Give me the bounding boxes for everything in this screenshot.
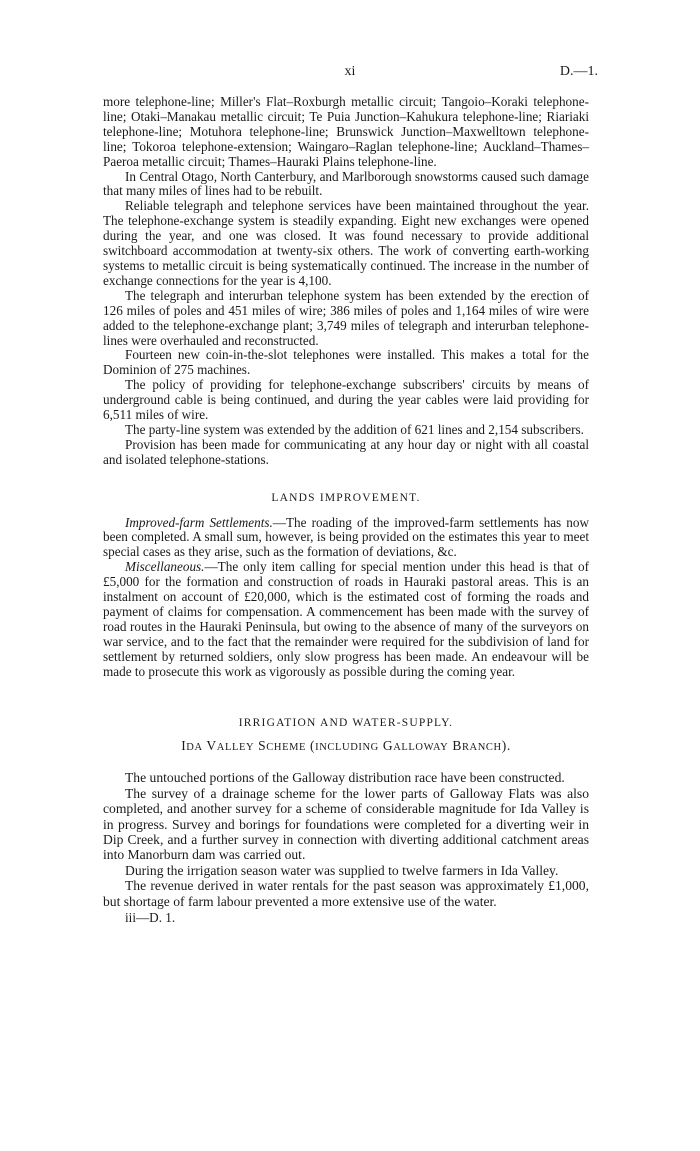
document-reference: D.—1. — [559, 64, 598, 79]
page-number: xi — [344, 64, 356, 79]
page-body — [103, 95, 589, 926]
telegraph-extension-paragraph: The telegraph and interurban telephone system has been extended by the erection of 126 miles of poles and 451 miles of wire; 386 miles of poles and 1,164 miles of wire were added to the telephone-exchange plant; 3,749 miles of telegraph and interurban telephone-lines were overhauled and reconstructed. — [103, 287, 589, 348]
exchange-paragraph: Reliable telegraph and telephone services have been maintained throughout the year. The telephone-exchange system is steadily expanding. Eight new exchanges were opened during the year, and one was closed. It was found necessary to provide additional switchboard accommodation at twenty-six others. The work of converting earth-working systems to metallic circuit is being systematically continued. The increase in the number of exchange connections for the year is 4,100. — [103, 198, 589, 288]
irrigation-season-paragraph: During the irrigation season water was supplied to twelve farmers in Ida Valley. — [125, 862, 559, 878]
miscellaneous-label: Miscellaneous. — [125, 559, 205, 575]
coastal-stations-paragraph: Provision has been made for communicating at any hour day or night with all coastal and isolated telephone-stations. — [103, 436, 589, 467]
improved-farm-label: Improved-farm Settlements. — [125, 514, 273, 530]
coin-slot-paragraph: Fourteen new coin-in-the-slot telephones were installed. This makes a total for the Dominion of 275 machines. — [103, 347, 589, 378]
snowstorm-paragraph: In Central Otago, North Canterbury, and Marlborough snowstorms caused such damage that many miles of lines had to be rebuilt. — [103, 168, 589, 199]
party-line-paragraph: The party-line system was extended by the addition of 621 lines and 2,154 subscribers. — [125, 421, 584, 437]
galloway-race-paragraph: The untouched portions of the Galloway distribution race have been constructed. — [125, 770, 565, 786]
signature-mark: iii—D. 1. — [125, 910, 176, 925]
improved-farm-text: —The roading of the improved-farm settlements has now been completed. A small sum, however, is being provided on the estimates this year to meet special cases as they arise, such as the formation of deviations, &c. — [103, 514, 589, 560]
irrigation-heading: IRRIGATION AND WATER-SUPPLY. — [238, 716, 454, 729]
drainage-survey-paragraph: The survey of a drainage scheme for the lower parts of Galloway Flats was also completed, and another survey for a scheme of considerable magnitude for Ida Valley is in progress. Survey and borings for foundations were completed for a diverting weir in Dip Creek, and a further survey in connection with diverting additional catchment areas into Manorburn dam was carried out. — [103, 785, 589, 863]
ida-valley-subheading: IDA VALLEY SCHEME (INCLUDING GALLOWAY BRANCH). — [181, 738, 511, 754]
irrigation-section — [103, 770, 589, 909]
improved-farm-paragraph — [103, 516, 589, 561]
underground-cable-paragraph: The policy of providing for telephone-exchange subscribers' circuits by means of underground cable is being continued, and during the year cables were laid providing for 6,511 miles of wire. — [103, 377, 589, 423]
water-revenue-paragraph: The revenue derived in water rentals for the past season was approximately £1,000, but shortage of farm labour prevented a more extensive use of the water. — [103, 878, 589, 909]
telephone-lines-paragraph: more telephone-line; Miller's Flat–Roxburgh metallic circuit; Tangoio–Koraki telephone-line; Otaki–Manakau metallic circuit; Te Puia Junction–Kahukura telephone-line; Riariaki telephone-line; Motuhora telephone-line; Brunswick Junction–Maxwelltown telephone-line; Tokoroa telephone-extension; Waingaro–Raglan telephone-line; Auckland–Thames–Paeroa metallic circuit; Thames–Hauraki Plains telephone-line. — [103, 94, 589, 169]
miscellaneous-text: —The only item calling for special mention under this head is that of £5,000 for the formation and construction of roads in Hauraki pastoral areas. This is an instalment on account of £20,000, which is the estimated cost of forming the roads and payment of claims for compensation. A commencement has been made with the survey of road routes in the Hauraki Peninsula, but owing to the absence of many of the surveyors on war service, and to the fact that the remainder were required for the subdivision of land for settlement by returned soldiers, only slow progress has been made. An endeavour will be made to prosecute this work as vigorously as possible during the coming year. — [103, 559, 589, 679]
lands-improvement-heading: LANDS IMPROVEMENT. — [271, 491, 421, 504]
miscellaneous-paragraph — [103, 560, 589, 679]
